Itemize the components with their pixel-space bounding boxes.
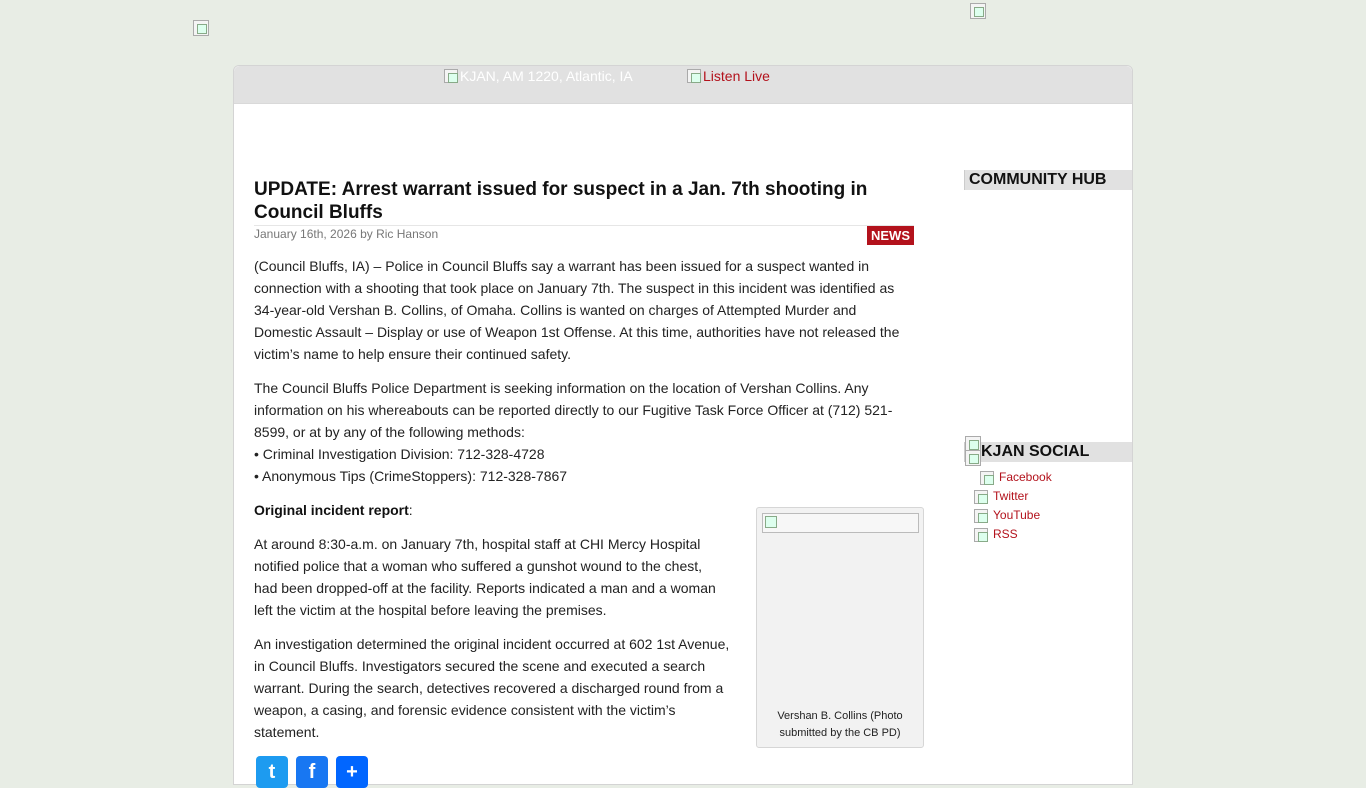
article-paragraph: [254, 377, 904, 487]
share-icon: +: [346, 760, 358, 783]
article: [254, 178, 914, 743]
contact-line: • Criminal Investigation Division: 712-328-4728: [254, 446, 545, 462]
broken-image-icon: [687, 69, 701, 83]
listen-live-link[interactable]: [687, 68, 770, 84]
article-byline: January 16th, 2026 by Ric Hanson: [254, 227, 439, 241]
facebook-share-button[interactable]: [296, 756, 328, 788]
station-logo-alt-text: KJAN, AM 1220, Atlantic, IA: [460, 68, 633, 84]
more-share-button[interactable]: [336, 756, 368, 788]
station-logo-link[interactable]: [444, 68, 633, 84]
sidebar: [964, 170, 1132, 541]
social-link-facebook[interactable]: [964, 468, 1132, 487]
original-report-heading: Original incident report: [254, 502, 409, 518]
broken-image-icon: [444, 69, 458, 83]
article-paragraph: An investigation determined the original incident occurred at 602 1st Avenue, in Council Bluffs. Investigators secured the scene and executed a search warrant. During the search, detectives recovered a discharged round from a weapon, a casing, and forensic evidence consistent with the victim’s statement.: [254, 636, 730, 740]
byline-row: [254, 225, 914, 245]
facebook-link[interactable]: Facebook: [999, 470, 1052, 484]
label-colon: :: [408, 502, 413, 518]
page-container: [233, 65, 1133, 785]
photo-figure: [756, 507, 924, 748]
suspect-photo[interactable]: [762, 513, 919, 533]
social-links-list: [964, 468, 1132, 544]
social-section: [964, 442, 1132, 544]
broken-image-icon: [965, 450, 981, 466]
category-badge[interactable]: NEWS: [867, 226, 914, 245]
twitter-icon: t: [268, 760, 276, 783]
site-logo-image[interactable]: [193, 20, 209, 36]
rss-link[interactable]: RSS: [993, 527, 1018, 541]
article-headline[interactable]: UPDATE: Arrest warrant issued for suspect in a Jan. 7th shooting in Council Bluffs: [254, 179, 868, 223]
community-hub-heading: COMMUNITY HUB: [964, 170, 1132, 190]
share-buttons: [256, 756, 368, 788]
facebook-icon: [980, 471, 994, 485]
youtube-icon: [974, 509, 988, 523]
social-heading: [964, 442, 1132, 462]
contact-line: • Anonymous Tips (CrimeStoppers): 712-328-7867: [254, 468, 568, 484]
twitter-share-button[interactable]: [256, 756, 288, 788]
header-bar: [234, 66, 1132, 104]
rss-icon: [974, 528, 988, 542]
paragraph-text: The Council Bluffs Police Department is seeking information on the location of Vershan Collins. Any information on his whereabouts can be reported directly to our Fugitive Task Force Officer at (712) 521-8599, or at by any of the following methods:: [254, 380, 893, 440]
twitter-icon: [974, 490, 988, 504]
twitter-link[interactable]: Twitter: [993, 489, 1029, 503]
social-link-twitter[interactable]: [964, 487, 1132, 506]
social-heading-text: KJAN SOCIAL: [981, 443, 1090, 460]
facebook-icon: f: [308, 760, 316, 783]
social-link-rss[interactable]: [964, 525, 1132, 544]
top-banner-image[interactable]: [970, 3, 986, 19]
article-paragraph: At around 8:30-a.m. on January 7th, hospital staff at CHI Mercy Hospital notified police that a woman who suffered a gunshot wound to the chest, had been dropped-off at the facility. Reports indicated a man and a woman left the victim at the hospital before leaving the premises.: [254, 536, 716, 618]
social-link-youtube[interactable]: [964, 506, 1132, 525]
photo-caption: Vershan B. Collins (Photo submitted by the CB PD): [777, 710, 903, 739]
listen-live-label: Listen Live: [703, 68, 770, 84]
youtube-link[interactable]: YouTube: [993, 508, 1041, 522]
article-paragraph: (Council Bluffs, IA) – Police in Council Bluffs say a warrant has been issued for a suspect wanted in connection with a shooting that took place on January 7th. The suspect in this incident was identified as 34-year-old Vershan B. Collins, of Omaha. Collins is wanted on charges of Attempted Murder and Domestic Assault – Display or use of Weapon 1st Offense. At this time, authorities have not released the victim’s name to help ensure their continued safety.: [254, 258, 900, 362]
